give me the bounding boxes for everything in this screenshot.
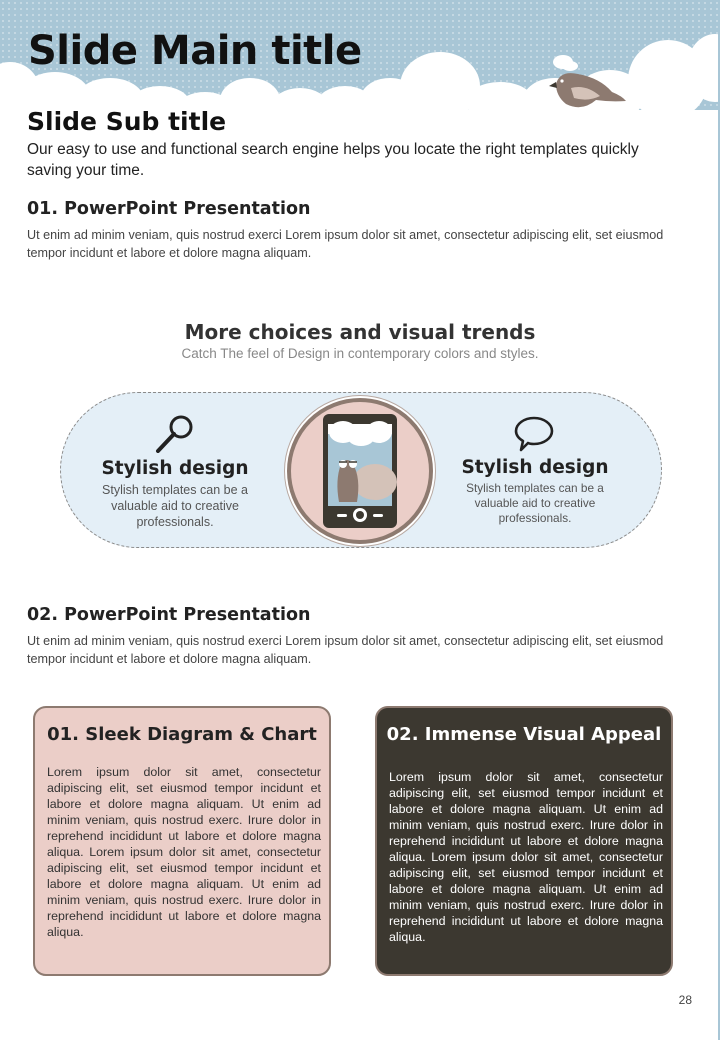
feature-left-text: Stylish templates can be a valuable aid to creative professionals. bbox=[102, 483, 248, 529]
card-text: Lorem ipsum dolor sit amet, consectetur adipiscing elit, set eiusmod tempor incidunt et labore et dolore magna aliquam. Ut enim ad minim veniam, quis nostrud exerc. Irure dolor in reprehend incididunt ut labore et dolore magna aliqua. Lorem ipsum dolor sit amet, consectetur adipiscing elit, set eiusmod tempor incidunt et labore et dolore magna aliquam. Ut enim ad minim veniam, quis nostrud exerc. Irure dolor in reprehend incididunt ut labore et dolore magna aliqua. bbox=[389, 770, 663, 944]
smartphone-owl-icon bbox=[291, 402, 429, 540]
section1-heading: 01. PowerPoint Presentation bbox=[27, 199, 311, 219]
feature-left-title: Stylish design bbox=[101, 458, 249, 479]
page-number: 28 bbox=[678, 993, 692, 1007]
card-title: 02. Immense Visual Appeal bbox=[386, 724, 662, 745]
choices-title: More choices and visual trends bbox=[184, 320, 536, 344]
section2-text: Ut enim ad minim veniam, quis nostrud exerci Lorem ipsum dolor sit amet, consectetur adipiscing elit, set eiusmod tempor incidunt et labore et dolore magna aliquam. bbox=[27, 634, 664, 666]
card-sleek-diagram bbox=[33, 706, 331, 976]
section2-heading: 02. PowerPoint Presentation bbox=[27, 605, 311, 625]
card-text: Lorem ipsum dolor sit amet, consectetur adipiscing elit, set eiusmod tempor incidunt et labore et dolore magna aliquam. Ut enim ad minim veniam, quis nostrud exerc. Irure dolor in reprehend incididunt ut labore et dolore magna aliqua. Lorem ipsum dolor sit amet, consectetur adipiscing elit, set eiusmod tempor incidunt et labore et dolore magna aliquam. Ut enim ad minim veniam, quis nostrud exerc. Irure dolor in reprehend incididunt ut labore et dolore magna aliqua. bbox=[47, 765, 321, 939]
section1-text: Ut enim ad minim veniam, quis nostrud exerci Lorem ipsum dolor sit amet, consectetur adipiscing elit, set eiusmod tempor incidunt et labore et dolore magna aliquam. bbox=[27, 228, 664, 260]
feature-right bbox=[455, 457, 615, 526]
magnifier-icon bbox=[155, 413, 195, 453]
speech-bubble-icon bbox=[513, 415, 555, 453]
slide-sub-description: Our easy to use and functional search engine helps you locate the right templates quickly saving your time. bbox=[27, 141, 639, 179]
phone-badge bbox=[287, 398, 433, 544]
feature-left bbox=[95, 458, 255, 530]
slide-main-title: Slide Main title bbox=[28, 28, 362, 74]
feature-right-title: Stylish design bbox=[461, 457, 609, 478]
card-immense-visual bbox=[375, 706, 673, 976]
slide-sub-title: Slide Sub title bbox=[27, 107, 227, 136]
feature-right-text: Stylish templates can be a valuable aid to creative professionals. bbox=[466, 481, 604, 525]
choices-subtitle: Catch The feel of Design in contemporary colors and styles. bbox=[181, 346, 539, 361]
card-title: 01. Sleek Diagram & Chart bbox=[47, 724, 317, 745]
